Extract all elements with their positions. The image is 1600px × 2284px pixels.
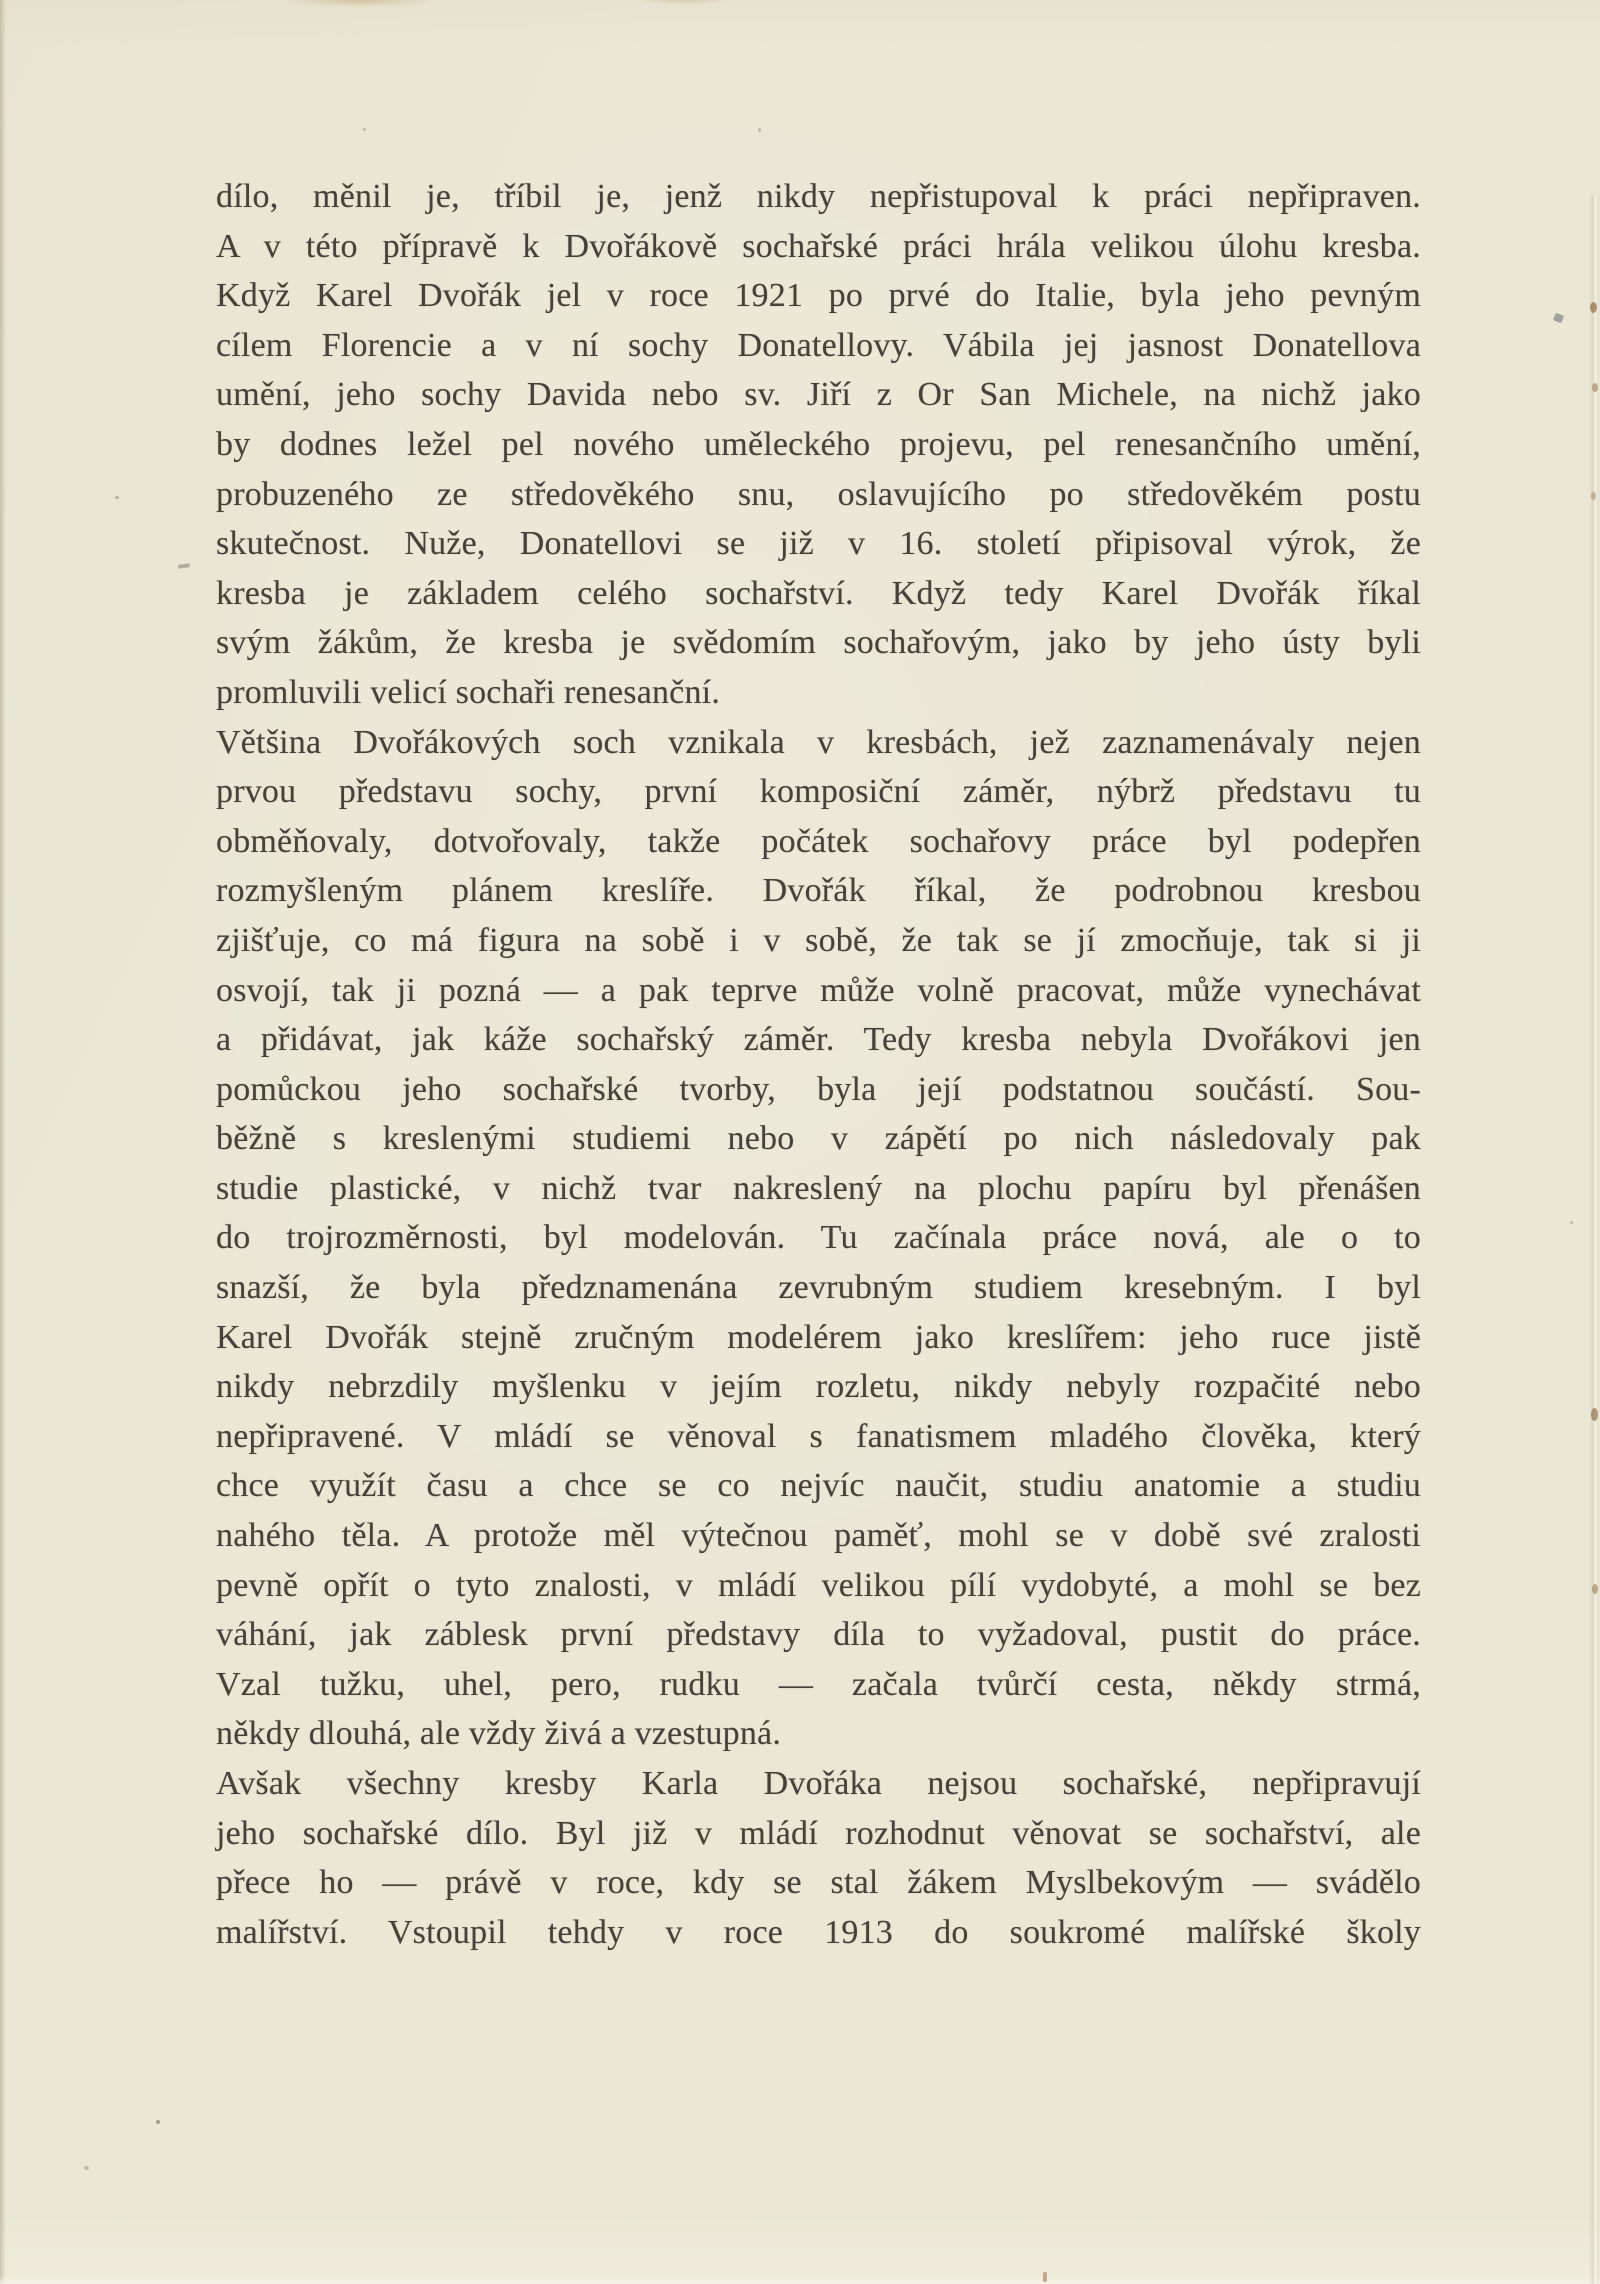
text-line: jeho sochařské dílo. Byl již v mládí rozhodnut věnovat se sochařství, ale	[216, 1814, 1421, 1852]
text-line: snazší, že byla předznamenána zevrubným studiem kresebným. I byl	[216, 1269, 1421, 1307]
right-page-crease	[1589, 195, 1599, 2284]
text-line: prvou představu sochy, první komposiční záměr, nýbrž představu tu	[216, 773, 1421, 811]
top-edge-smudge	[290, 0, 430, 7]
text-line: rozmyšleným plánem kreslíře. Dvořák říkal, že podrobnou kresbou	[216, 872, 1421, 910]
paper-speck	[115, 496, 119, 499]
paragraph-3	[216, 1759, 1421, 1957]
paper-speck	[1553, 313, 1564, 324]
text-line: Většina Dvořákových soch vznikala v kresbách, jež zaznamenávaly nejen	[216, 723, 1421, 761]
text-line: Když Karel Dvořák jel v roce 1921 po prvé do Italie, byla jeho pevným	[216, 277, 1421, 315]
paragraph-2	[216, 718, 1421, 1759]
text-line: pomůckou jeho sochařské tvorby, byla její podstatnou součástí. Sou-	[216, 1070, 1421, 1108]
crease-stain	[1591, 1408, 1598, 1421]
text-line: malířství. Vstoupil tehdy v roce 1913 do soukromé malířské školy	[216, 1913, 1421, 1951]
paper-speck	[363, 128, 366, 131]
text-line: osvojí, tak ji pozná — a pak teprve může volně pracovat, může vynechávat	[216, 971, 1421, 1009]
paper-speck	[156, 2120, 160, 2124]
paragraph-1	[216, 172, 1421, 718]
text-line: Avšak všechny kresby Karla Dvořáka nejsou sochařské, nepřipravují	[216, 1765, 1421, 1802]
paper-speck	[758, 128, 761, 132]
text-line: přece ho — právě v roce, kdy se stal žákem Myslbekovým — svádělo	[216, 1864, 1421, 1902]
text-line: nikdy nebrzdily myšlenku v jejím rozletu, nikdy nebyly rozpačité nebo	[216, 1368, 1421, 1406]
text-line: A v této přípravě k Dvořákově sochařské práci hrála velikou úlohu kresba.	[216, 227, 1421, 265]
text-line: zjišťuje, co má figura na sobě i v sobě, že tak se jí zmocňuje, tak si ji	[216, 921, 1421, 959]
bottom-page-edge-highlight	[0, 2276, 1600, 2284]
text-line: umění, jeho sochy Davida nebo sv. Jiří z Or San Michele, na nichž jako	[216, 376, 1421, 414]
paper-speck	[1570, 1221, 1573, 1224]
text-line: běžně s kreslenými studiemi nebo v zápětí po nich následovaly pak	[216, 1120, 1421, 1158]
text-line: pevně opřít o tyto znalosti, v mládí velikou pílí vydobyté, a mohl se bez	[216, 1566, 1421, 1604]
text-line: by dodnes ležel pel nového uměleckého projevu, pel renesančního umění,	[216, 425, 1421, 463]
text-line: probuzeného ze středověkého snu, oslavujícího po středověkém postu	[216, 475, 1421, 513]
text-line: cílem Florencie a v ní sochy Donatellovy. Vábila jej jasnost Donatellova	[216, 326, 1421, 364]
left-page-edge-shadow	[0, 0, 6, 2284]
crease-stain	[1592, 383, 1598, 392]
text-line: nepřipravené. V mládí se věnoval s fanatismem mladého člověka, který	[216, 1417, 1421, 1455]
paper-speck	[1043, 2272, 1047, 2282]
text-line: do trojrozměrnosti, byl modelován. Tu začínala práce nová, ale o to	[216, 1219, 1421, 1257]
text-block	[216, 172, 1421, 1957]
top-edge-smudge	[640, 0, 730, 5]
text-line: Vzal tužku, uhel, pero, rudku — začala tvůrčí cesta, někdy strmá,	[216, 1665, 1421, 1703]
text-line: svým žákům, že kresba je svědomím sochařovým, jako by jeho ústy byli	[216, 624, 1421, 662]
text-line: obměňovaly, dotvořovaly, takže počátek sochařovy práce byl podepřen	[216, 822, 1421, 860]
text-line: váhání, jak záblesk první představy díla to vyžadoval, pustit do práce.	[216, 1616, 1421, 1654]
text-line: nahého těla. A protože měl výtečnou paměť, mohl se v době své zralosti	[216, 1517, 1421, 1555]
text-line: promluvili velicí sochaři renesanční.	[216, 673, 721, 711]
text-line: dílo, měnil je, tříbil je, jenž nikdy nepřistupoval k práci nepřipraven.	[216, 178, 1421, 215]
crease-stain	[1591, 492, 1596, 500]
text-line: Karel Dvořák stejně zručným modelérem jako kreslířem: jeho ruce jistě	[216, 1318, 1421, 1356]
pencil-mark	[178, 563, 190, 569]
text-line: a přidávat, jak káže sochařský záměr. Tedy kresba nebyla Dvořákovi jen	[216, 1021, 1421, 1059]
text-line: někdy dlouhá, ale vždy živá a vzestupná.	[216, 1715, 782, 1753]
crease-stain	[1592, 1584, 1598, 1594]
crease-stain	[1590, 302, 1597, 313]
paper-speck	[84, 2166, 89, 2170]
text-line: chce využít času a chce se co nejvíc naučit, studiu anatomie a studiu	[216, 1467, 1421, 1505]
text-line: studie plastické, v nichž tvar nakreslený na plochu papíru byl přenášen	[216, 1169, 1421, 1207]
text-line: skutečnost. Nuže, Donatellovi se již v 16. století připisoval výrok, že	[216, 525, 1421, 563]
text-line: kresba je základem celého sochařství. Když tedy Karel Dvořák říkal	[216, 574, 1421, 612]
